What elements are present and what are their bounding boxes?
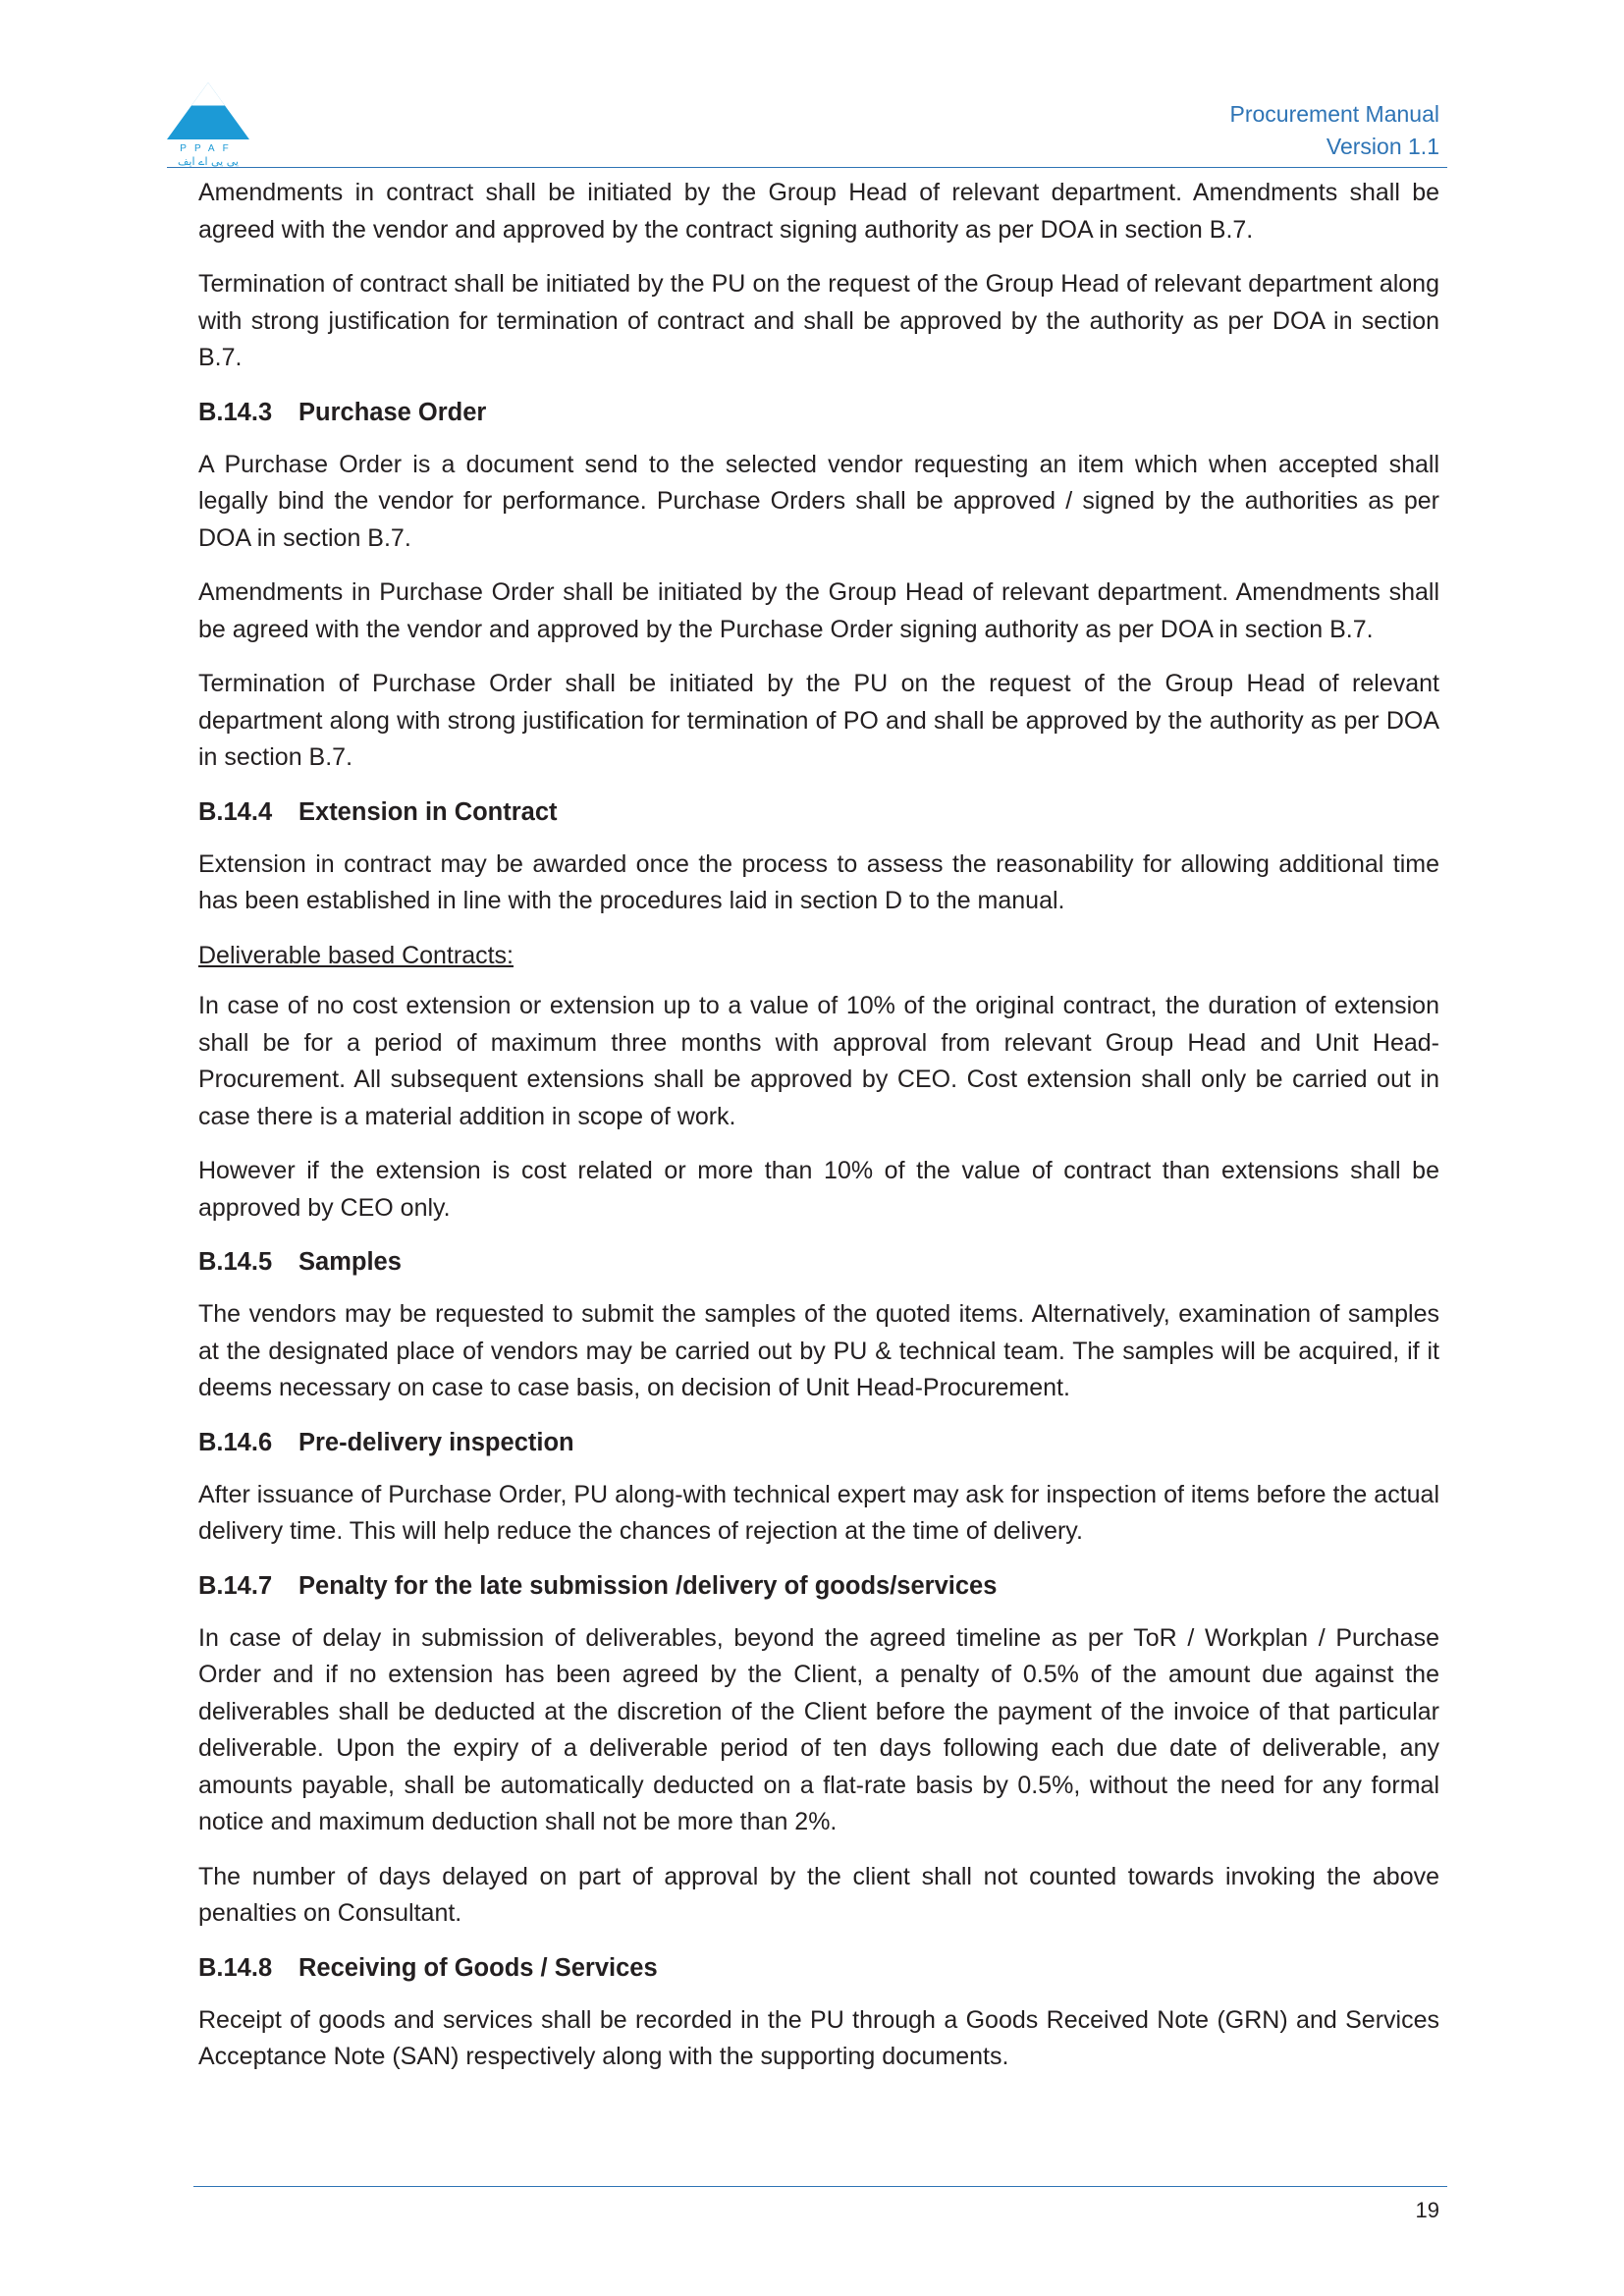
section-number: B.14.7: [198, 1571, 273, 1600]
page-body: [198, 175, 1439, 2094]
paragraph-purchase-order-termination: Termination of Purchase Order shall be initiated by the PU on the request of the Group Head of relevant department along with strong justification for termination of PO and shall be approved by the authority as per DOA in section B.7.: [198, 670, 1439, 771]
section-title: Pre-delivery inspection: [298, 1428, 574, 1456]
section-title: Receiving of Goods / Services: [298, 1953, 658, 1982]
section-title: Extension in Contract: [298, 797, 558, 826]
heading-b14-5: [198, 1244, 1439, 1280]
paragraph-contract-termination: Termination of contract shall be initiated by the PU on the request of the Group Head of relevant department along with strong justification for termination of contract and shall be approved by the authority as per DOA in section B.7.: [198, 270, 1439, 371]
section-title: Penalty for the late submission /delivery of goods/services: [298, 1571, 998, 1600]
section-number: B.14.8: [198, 1953, 273, 1982]
page-number: 19: [1415, 2198, 1439, 2222]
label-deliverable-based-contracts: Deliverable based Contracts:: [198, 941, 514, 969]
paragraph-purchase-order-amendments: Amendments in Purchase Order shall be initiated by the Group Head of relevant department. Amendments shall be agreed with the vendor and approved by the Purchase Order signing authority as per DOA in section B.7.: [198, 578, 1439, 643]
paragraph-pre-delivery-inspection: After issuance of Purchase Order, PU along-with technical expert may ask for inspection of items before the actual delivery time. This will help reduce the chances of rejection at the time of delivery.: [198, 1480, 1439, 1545]
section-number: B.14.3: [198, 398, 273, 426]
paragraph-purchase-order-definition: A Purchase Order is a document send to the selected vendor requesting an item which when accepted shall legally bind the vendor for performance. Purchase Orders shall be approved / signed by the authorities as per DOA in section B.7.: [198, 450, 1439, 552]
paragraph-penalty-terms: In case of delay in submission of deliverables, beyond the agreed timeline as per ToR / Workplan / Purchase Order and if no extension has been agreed by the Client, a penalty of 0.5% of the amount due against the deliverables shall be deducted at the discretion of the Client before the payment of the invoice of that particular deliverable. Upon the expiry of a deliverable period of ten days following each due date of deliverable, any amounts payable, shall be automatically deducted on a flat-rate basis by 0.5%, without the need for any formal notice and maximum deduction shall not be more than 2%.: [198, 1623, 1439, 1835]
paragraph-cost-extension: However if the extension is cost related or more than 10% of the value of contract than extensions shall be approved by CEO only.: [198, 1157, 1439, 1222]
section-title: Purchase Order: [298, 398, 487, 426]
heading-b14-4: [198, 794, 1439, 830]
paragraph-penalty-exclusion: The number of days delayed on part of approval by the client shall not counted towards invoking the above penalties on Consultant.: [198, 1862, 1439, 1927]
paragraph-samples: The vendors may be requested to submit the samples of the quoted items. Alternatively, examination of samples at the designated place of vendors may be carried out by PU & technical team. The samples will be acquired, if it deems necessary on case to case basis, on decision of Unit Head-Procurement.: [198, 1300, 1439, 1401]
svg-text:پی پی اے ایف: پی پی اے ایف: [178, 155, 239, 167]
heading-b14-7: [198, 1568, 1439, 1604]
heading-b14-6: [198, 1425, 1439, 1460]
heading-b14-8: [198, 1950, 1439, 1986]
document-title: Procurement Manual: [1229, 101, 1439, 127]
page-header: [167, 69, 1447, 167]
paragraph-contract-amendments: Amendments in contract shall be initiated by the Group Head of relevant department. Amendments shall be agreed with the vendor and approved by the contract signing authority as per DOA in section B.7.: [198, 179, 1439, 244]
section-number: B.14.4: [198, 797, 273, 826]
section-title: Samples: [298, 1248, 402, 1276]
heading-b14-3: [198, 395, 1439, 430]
document-title-block: [1230, 98, 1440, 163]
section-number: B.14.5: [198, 1248, 273, 1276]
ppaf-logo: [167, 82, 249, 167]
svg-text:PPAF: PPAF: [180, 143, 237, 154]
paragraph-extension-in-contract: Extension in contract may be awarded once the process to assess the reasonability for allowing additional time has been established in line with the procedures laid in section D to the manual.: [198, 849, 1439, 914]
paragraph-receiving-goods-services: Receipt of goods and services shall be recorded in the PU through a Goods Received Note (GRN) and Services Acceptance Note (SAN) respectively along with the supporting documents.: [198, 2005, 1439, 2070]
paragraph-no-cost-extension: In case of no cost extension or extension up to a value of 10% of the original contract, the duration of extension shall be for a period of maximum three months with approval from relevant Group Head and Unit Head-Procurement. All subsequent extensions shall be approved by CEO. Cost extension shall only be carried out in case there is a material addition in scope of work.: [198, 992, 1439, 1130]
footer-divider: [193, 2186, 1447, 2187]
header-divider: [167, 167, 1447, 168]
document-version: Version 1.1: [1326, 134, 1439, 159]
section-number: B.14.6: [198, 1428, 273, 1456]
